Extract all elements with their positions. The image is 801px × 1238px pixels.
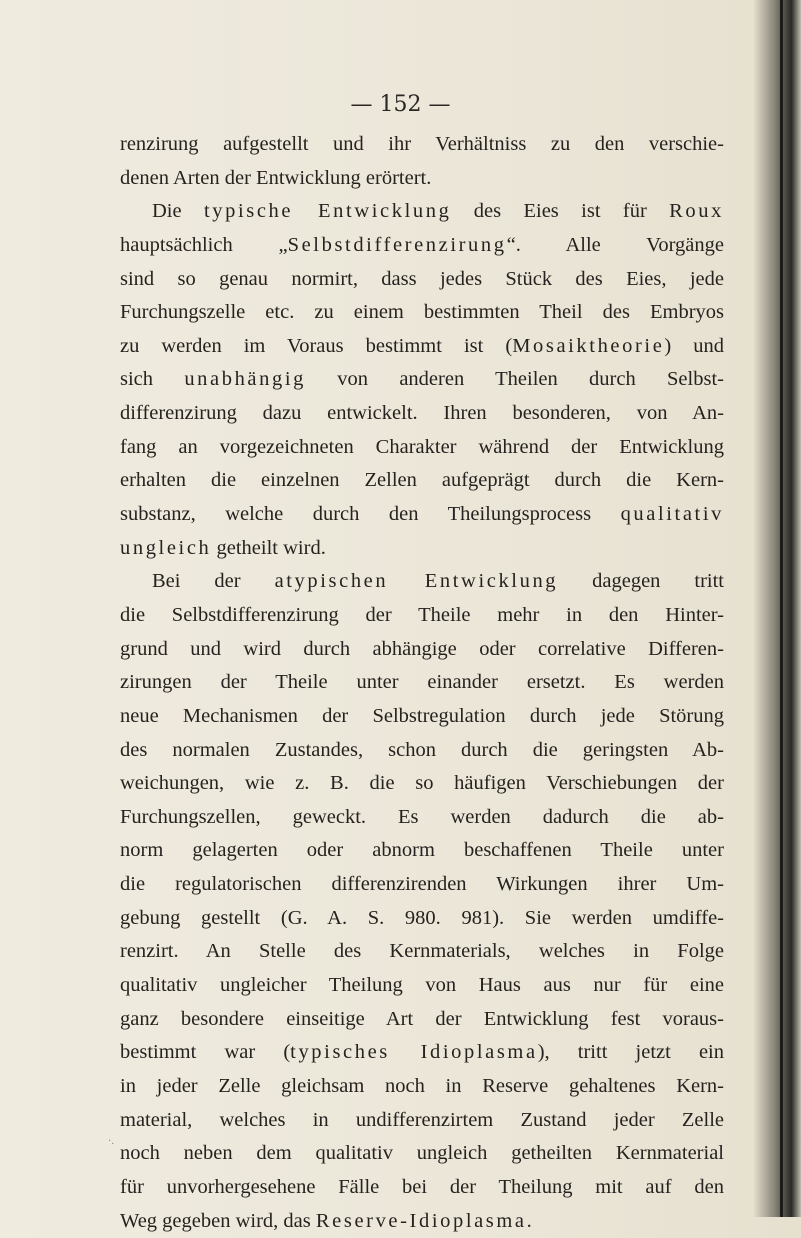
text-line: [120, 868, 724, 902]
text-segment: sind so genau normirt, dass jedes Stück des Eies, jede: [120, 268, 724, 290]
text-line: [120, 935, 724, 969]
text-segment: die regulatorischen differenzirenden Wirkungen ihrer Um-: [120, 873, 724, 895]
text-segment: des normalen Zustandes, schon durch die geringsten Ab-: [120, 739, 724, 761]
text-segment: Furchungszelle etc. zu einem bestimmten Theil des Embryos: [120, 301, 724, 323]
text-segment: Bei der: [152, 570, 275, 592]
spaced-emphasis: Reserve-Idioplasma: [316, 1210, 527, 1232]
text-segment: substanz, welche durch den Theilungsprocess: [120, 503, 621, 525]
text-segment: ) und: [664, 335, 724, 357]
text-line: [120, 1104, 724, 1138]
text-segment: renzirung aufgestellt und ihr Verhältniss zu den verschie-: [120, 133, 724, 155]
text-segment: hauptsächlich „: [120, 234, 288, 256]
text-segment: qualitativ ungleicher Theilung von Haus aus nur für eine: [120, 974, 724, 996]
text-segment: weichungen, wie z. B. die so häufigen Verschiebungen der: [120, 772, 724, 794]
text-line: [120, 296, 724, 330]
text-segment: gebung gestellt (G. A. S. 980. 981). Sie werden umdiffe-: [120, 907, 724, 929]
spaced-emphasis: unabhängig: [184, 368, 306, 390]
spaced-emphasis: qualitativ: [621, 503, 724, 525]
text-segment: von anderen Theilen durch Selbst-: [306, 368, 724, 390]
text-segment: noch neben dem qualitativ ungleich getheilten Kernmaterial: [120, 1142, 724, 1164]
text-line: [120, 734, 724, 768]
text-segment: “. Alle Vorgänge: [507, 234, 724, 256]
text-segment: Weg gegeben wird, das: [120, 1210, 316, 1232]
text-line: [120, 1171, 724, 1205]
text-line: [120, 498, 724, 532]
text-line: [120, 565, 724, 599]
spaced-emphasis: ungleich: [120, 537, 211, 559]
text-line: [120, 162, 724, 196]
text-line: [120, 700, 724, 734]
text-line: [120, 1036, 724, 1070]
text-segment: denen Arten der Entwicklung erörtert.: [120, 167, 431, 189]
text-segment: zu werden im Voraus bestimmt ist (: [120, 335, 512, 357]
text-line: [120, 666, 724, 700]
text-line: [120, 902, 724, 936]
text-line: [120, 431, 724, 465]
text-segment: bestimmt war (: [120, 1041, 290, 1063]
text-line: [120, 263, 724, 297]
text-line: [120, 599, 724, 633]
text-line: [120, 834, 724, 868]
text-line: [120, 1003, 724, 1037]
text-line: [120, 1070, 724, 1104]
margin-mark: ·.: [108, 1136, 114, 1147]
text-segment: neue Mechanismen der Selbstregulation durch jede Störung: [120, 705, 724, 727]
text-segment: des Eies ist für: [451, 200, 669, 222]
text-line: [120, 633, 724, 667]
text-line: [120, 195, 724, 229]
body-text: [120, 128, 724, 1238]
text-segment: dagegen tritt: [558, 570, 724, 592]
text-segment: renzirt. An Stelle des Kernmaterials, welches in Folge: [120, 940, 724, 962]
text-line: [120, 464, 724, 498]
spaced-emphasis: Selbstdifferenzirung: [288, 234, 507, 256]
text-segment: für unvorhergesehene Fälle bei der Theilung mit auf den: [120, 1176, 724, 1198]
text-line: [120, 363, 724, 397]
text-segment: norm gelagerten oder abnorm beschaffenen Theile unter: [120, 839, 724, 861]
text-segment: sich: [120, 368, 184, 390]
binding-edge: [753, 0, 801, 1217]
text-segment: fang an vorgezeichneten Charakter während der Entwicklung: [120, 436, 724, 458]
text-line: [120, 801, 724, 835]
text-segment: Die: [152, 200, 204, 222]
text-segment: in jeder Zelle gleichsam noch in Reserve gehaltenes Kern-: [120, 1075, 724, 1097]
text-segment: zirungen der Theile unter einander ersetzt. Es werden: [120, 671, 724, 693]
text-segment: getheilt wird.: [211, 537, 325, 559]
spaced-emphasis: typische Entwicklung: [204, 200, 451, 222]
text-segment: .: [527, 1210, 532, 1232]
text-line: [120, 1205, 724, 1238]
text-segment: material, welches in undifferenzirtem Zustand jeder Zelle: [120, 1109, 724, 1131]
text-line: [120, 330, 724, 364]
spaced-emphasis: atypischen Entwicklung: [275, 570, 559, 592]
text-line: [120, 969, 724, 1003]
text-segment: differenzirung dazu entwickelt. Ihren besonderen, von An-: [120, 402, 724, 424]
text-line: [120, 532, 724, 566]
page-number: — 152 —: [0, 92, 801, 117]
text-segment: ), tritt jetzt ein: [538, 1041, 724, 1063]
binding-edge-line: [780, 0, 783, 1217]
text-line: [120, 767, 724, 801]
text-line: [120, 397, 724, 431]
text-line: [120, 1137, 724, 1171]
text-segment: Furchungszellen, geweckt. Es werden dadurch die ab-: [120, 806, 724, 828]
text-segment: erhalten die einzelnen Zellen aufgeprägt durch die Kern-: [120, 469, 724, 491]
spaced-emphasis: Roux: [669, 200, 724, 222]
text-segment: ganz besondere einseitige Art der Entwicklung fest voraus-: [120, 1008, 724, 1030]
spaced-emphasis: typisches Idioplasma: [290, 1041, 538, 1063]
text-line: [120, 229, 724, 263]
text-line: [120, 128, 724, 162]
text-segment: grund und wird durch abhängige oder correlative Differen-: [120, 638, 724, 660]
text-segment: die Selbstdifferenzirung der Theile mehr in den Hinter-: [120, 604, 724, 626]
spaced-emphasis: Mosaiktheorie: [512, 335, 664, 357]
